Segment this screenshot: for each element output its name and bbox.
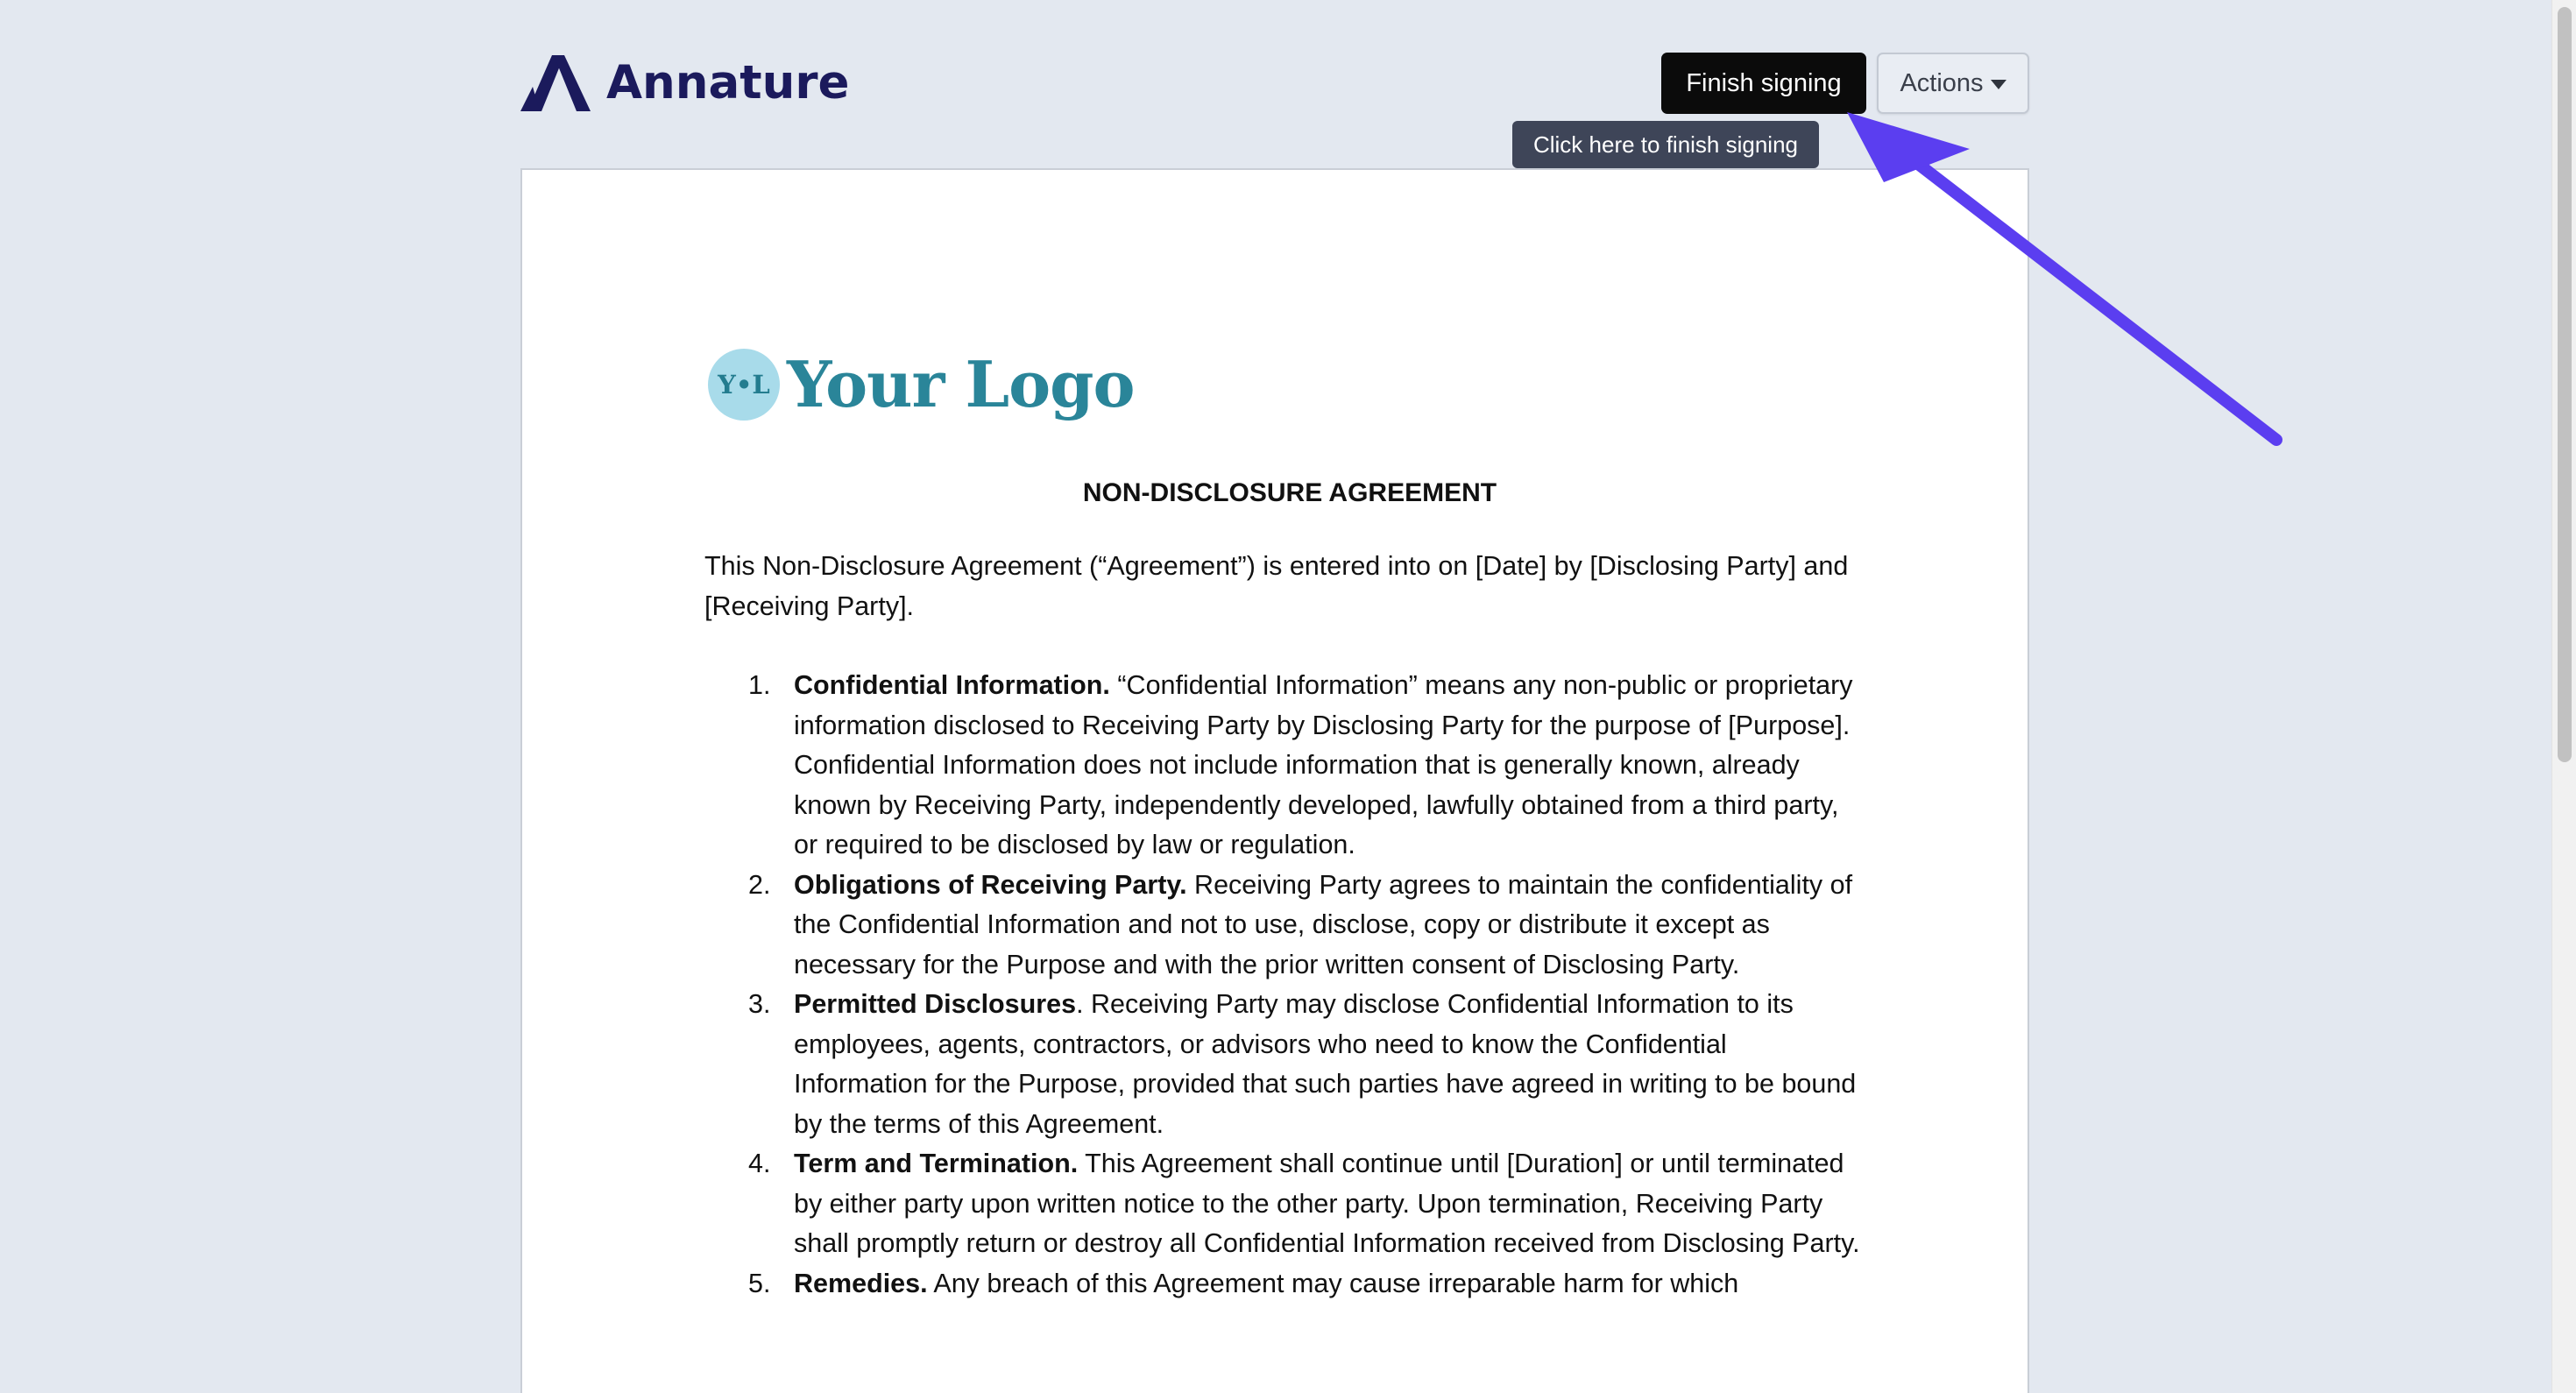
actions-label: Actions xyxy=(1900,68,1984,97)
document-page xyxy=(520,168,2029,1393)
document-logo xyxy=(708,347,1135,421)
finish-signing-button[interactable]: Finish signing xyxy=(1661,53,1866,114)
actions-dropdown-button[interactable] xyxy=(1877,53,2029,114)
scrollbar-thumb[interactable] xyxy=(2558,7,2572,762)
logo-text: Your Logo xyxy=(787,347,1135,421)
list-item xyxy=(704,666,1861,866)
clause-body: Receiving Party agrees to maintain the confidentiality of the Confidential Information and not to use, disclose, copy or distribute it except as necessary for the Purpose and with the prior written consent of Disclosing Party. xyxy=(794,869,1853,979)
clause-number: 2. xyxy=(748,869,771,900)
clause-heading: Remedies. xyxy=(794,1268,928,1298)
clause-heading: Confidential Information. xyxy=(794,670,1110,700)
clause-body: Any breach of this Agreement may cause irreparable harm for which xyxy=(927,1268,1739,1298)
finish-signing-tooltip: Click here to finish signing xyxy=(1512,121,1819,168)
list-item xyxy=(704,1264,1861,1305)
document-title: NON-DISCLOSURE AGREEMENT xyxy=(1082,478,1497,507)
clause-list xyxy=(704,666,1861,1304)
page-scrollbar[interactable] xyxy=(2551,0,2576,1393)
list-item xyxy=(704,985,1861,1144)
clause-heading: Term and Termination. xyxy=(794,1149,1079,1178)
list-item xyxy=(704,866,1861,986)
clause-heading: Permitted Disclosures xyxy=(794,989,1077,1019)
clause-body: . Receiving Party may disclose Confidential Information to its employees, agents, contractors, or advisors who need to know the Confidential Information for the Purpose, provided that such parties have agreed in writing to be bound by the terms of this Agreement. xyxy=(794,989,1857,1139)
clause-body: “Confidential Information” means any non-public or proprietary information disclosed to Receiving Party by Disclosing Party for the purpose of [Purpose]. Confidential Information does not include information that is generally known, already known by Receiving Party, independently developed, lawfully obtained from a third party, or required to be disclosed by law or regulation. xyxy=(794,670,1853,859)
logo-badge: Y•L xyxy=(708,349,780,421)
annature-logo-icon xyxy=(520,52,592,113)
clause-heading: Obligations of Receiving Party. xyxy=(794,869,1187,900)
list-item xyxy=(704,1144,1861,1264)
clause-body: This Agreement shall continue until [Duration] or until terminated by either party upon written notice to the other party. Upon termination, Receiving Party shall promptly return or destroy all Confidential Information received from Disclosing Party. xyxy=(794,1149,1860,1258)
clause-number: 3. xyxy=(748,989,771,1019)
clause-number: 5. xyxy=(748,1268,771,1298)
clause-number: 4. xyxy=(748,1149,771,1178)
intro-paragraph: This Non-Disclosure Agreement (“Agreement”) is entered into on [Date] by [Disclosing Party] and [Receiving Party]. xyxy=(704,551,1849,621)
brand-logo xyxy=(520,51,849,114)
caret-down-icon xyxy=(1991,80,2006,89)
clause-number: 1. xyxy=(748,670,771,700)
brand-name: Annature xyxy=(606,55,850,110)
